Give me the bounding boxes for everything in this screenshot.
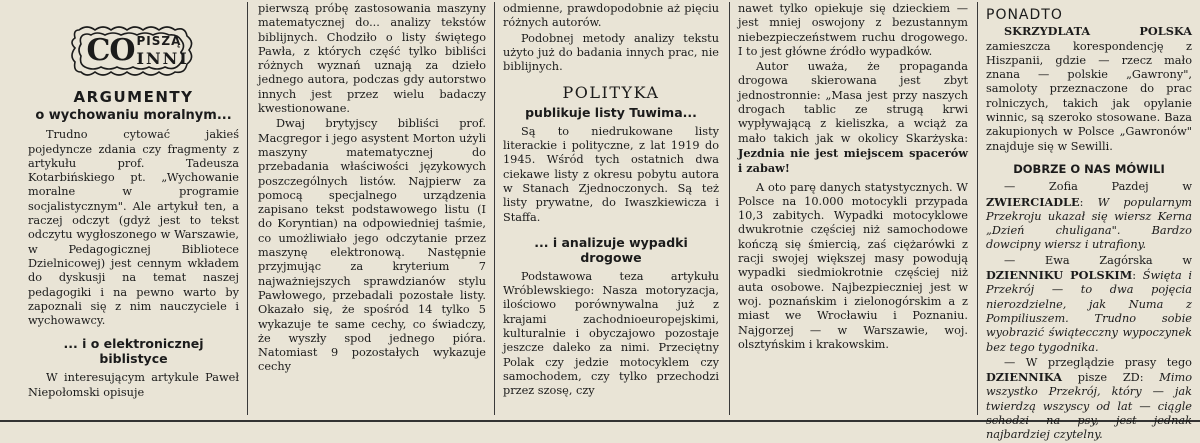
slogan-text: Jezdnia nie jest miejscem spacerów i zabaw! — [738, 145, 968, 176]
paragraph — [738, 60, 968, 176]
publication-name: DZIENNIKA — [986, 370, 1063, 385]
paragraph — [986, 180, 1192, 252]
quote-text: W popularnym Przekroju ukazał się wiersz Kerna „Dzień chuligana". Bardzo dowcipny wiersz i utrafiony. — [986, 195, 1192, 252]
quote-text: Święta i Przekrój — to dwa pojęcia nierozdzielne, jak Numa z Pompiliuszem. Trudno sobie wyobrazić świątecczny wypoczynek bez tego tygodnika. — [986, 269, 1192, 354]
paragraph: Podobnej metody analizy tekstu użyto już do badania innych prac, nie biblijnych. — [503, 31, 719, 74]
logo-pisza: PISZĄ — [136, 34, 182, 48]
paragraph: nawet tylko opiekuje się dzieckiem — jest mniej oswojony z bezustannym niebezpieczeństwem ruchu drogowego. I to jest główne źródło wypadków. — [738, 2, 968, 58]
subheading-wypadki: ... i analizuje wypadki drogowe — [534, 234, 688, 265]
heading-argumenty: ARGUMENTY — [73, 88, 194, 106]
paragraph-text: — Ewa Zagórska w — [1004, 253, 1192, 267]
paragraph-text: zamieszcza korespondencję z Hiszpanii, gdzie — rzecz mało znana — polskie „Gawrony", samoloty przeznaczone do prac rolniczych, takich jak opylanie winnic, są szeroko stosowane. Baza zakupionych w Polsce „Gawronów" znajduje się w Sewilli. — [986, 39, 1192, 153]
heading-ponadto: PONADTO — [986, 7, 1063, 23]
column-3 — [503, 2, 719, 425]
column-5 — [986, 0, 1192, 442]
paragraph-text: : — [1079, 195, 1098, 209]
paragraph: A oto parę danych statystycznych. W Polsce na 10.000 motocykli przypada 10,3 zabitych. Wypadki motocyklowe dwukrotnie częściej niż samochodowe kończą się śmiercią, zaś ciężarówki z racji swojej większej masy powodują wypadki siedmiokrotnie częściej niż auta osobowe. Najbezpieczniej jest w woj. poznańskim i zielonogórskim a z miast we Wrocławiu i Poznaniu. Najgorzej — w Warszawie, woj. olsztyńskim i krakowskim. — [738, 180, 968, 351]
publication-name: ZWIERCIADLE — [986, 194, 1080, 209]
heading-dobrze-o-nas: DOBRZE O NAS MÓWILI — [1013, 161, 1165, 176]
paragraph-text: : — [1132, 269, 1143, 283]
logo-inni: INNI — [136, 49, 189, 68]
paragraph — [986, 356, 1192, 443]
paragraph — [986, 254, 1192, 355]
paragraph: W interesującym artykule Paweł Niepołomski opisuje — [28, 371, 239, 399]
subheading-biblistyka: ... i o elektronicznej biblistyce — [63, 336, 204, 367]
subheading-tuwim: publikuje listy Tuwima... — [525, 104, 697, 120]
paragraph-text: Autor uważa, że propaganda drogowa skierowana jest zbyt jednostronnie: „Masa jest przy naszych drogach tablic ze strugą krwi wypływającą z kieliszka, a wciąż za mało takich jak w okolicy Skarżyska: — [738, 60, 968, 145]
paragraph: Są to niedrukowane listy literackie i polityczne, z lat 1919 do 1945. Wśród tych ostatnich dwa ciekawe listy z okresu pobytu autora w Stanach Zjednoczonych. Są też listy prywatne, do Iwaszkiewicza i Staffa. — [503, 124, 719, 224]
column-4 — [738, 2, 968, 425]
paragraph-text: — W przeglądzie prasy tego — [1004, 355, 1192, 369]
publication-name: SKRZYDLATA POLSKA — [1004, 24, 1192, 39]
column-rule — [494, 2, 495, 415]
co-pisza-inni-logo — [69, 22, 199, 80]
column-rule — [729, 2, 730, 415]
column-1 — [28, 0, 239, 425]
paragraph: pierwszą próbę zastosowania maszyny matematycznej do... analizy tekstów biblijnych. Chodziło o listy świętego Pawła, z których część tylko bibliści różnych wyznań uznają za dzieło jednego autora, podczas gdy autorstwo innych jest przez wielu badaczy kwestionowane. — [258, 2, 486, 116]
paragraph: Podstawowa teza artykułu Wróblewskiego: Nasza motoryzacja, ilościowo porównywalna już z krajami zachodnioeuropejskimi, kulturalnie i obyczajowo pozostaje jeszcze daleko za nimi. Przeciętny Polak czy jedzie motocyklem czy samochodem, czy tylko przechodzi przez szosę, czy — [503, 269, 719, 398]
paragraph-text: — Zofia Pazdej w — [1004, 180, 1192, 194]
paragraph: Dwaj brytyjscy bibliści prof. Macgregor i jego asystent Morton użyli maszyny matematycznej do przebadania właściwości językowych poszczególnych listów. Najpierw za pomocą specjalnego urządzenia zapisano tekst podstawowego listu (I do Koryntian) na odpowiedniej taśmie, co umożliwiało jego odczytanie przez maszynę elektronową. Następnie przyjmując za kryterium 7 najważniejszych sprawdzianów stylu Pawłowego, przebadali pozostałe listy. Okazało się, że spośród 14 tylko 5 wykazuje te same cechy, co świadczy, że wyszły spod jednego pióra. Natomiast 9 pozostałych wykazuje cechy — [258, 117, 486, 374]
heading-polityka: POLITYKA — [562, 83, 660, 103]
paragraph-text: pisze ZD: — [1062, 371, 1160, 385]
subheading-wychowanie: o wychowaniu moralnym... — [35, 108, 232, 124]
publication-name: DZIENNIKU POLSKIM — [986, 268, 1133, 283]
quote-text: Mimo wszystko Przekrój, który — jak twierdzą wszyscy od lat — ciągle schodzi na psy, jest jednak najbardziej czytelny. — [986, 371, 1192, 442]
column-rule — [977, 2, 978, 415]
logo-co: CO — [86, 33, 135, 68]
column-2 — [258, 2, 486, 425]
paragraph: odmienne, prawdopodobnie aż pięciu różnych autorów. — [503, 2, 719, 30]
paragraph: Trudno cytować jakieś pojedyncze zdania czy fragmenty z artykułu prof. Tadeusza Kotarbińskiego pt. „Wychowanie moralne w programie socjalistycznym". Ale artykuł ten, a raczej odczyt (gdyż jest to tekst odczytu wygłoszonego w Warszawie, w Pedagogicznej Bibliotece Dzielnicowej) jest cennym wkładem do dyskusji na temat naszej pedagogiki i na pewno warto by zapoznali się z nim nauczyciele i wychowawcy. — [28, 128, 239, 328]
paragraph — [986, 24, 1192, 154]
column-rule — [247, 2, 248, 415]
